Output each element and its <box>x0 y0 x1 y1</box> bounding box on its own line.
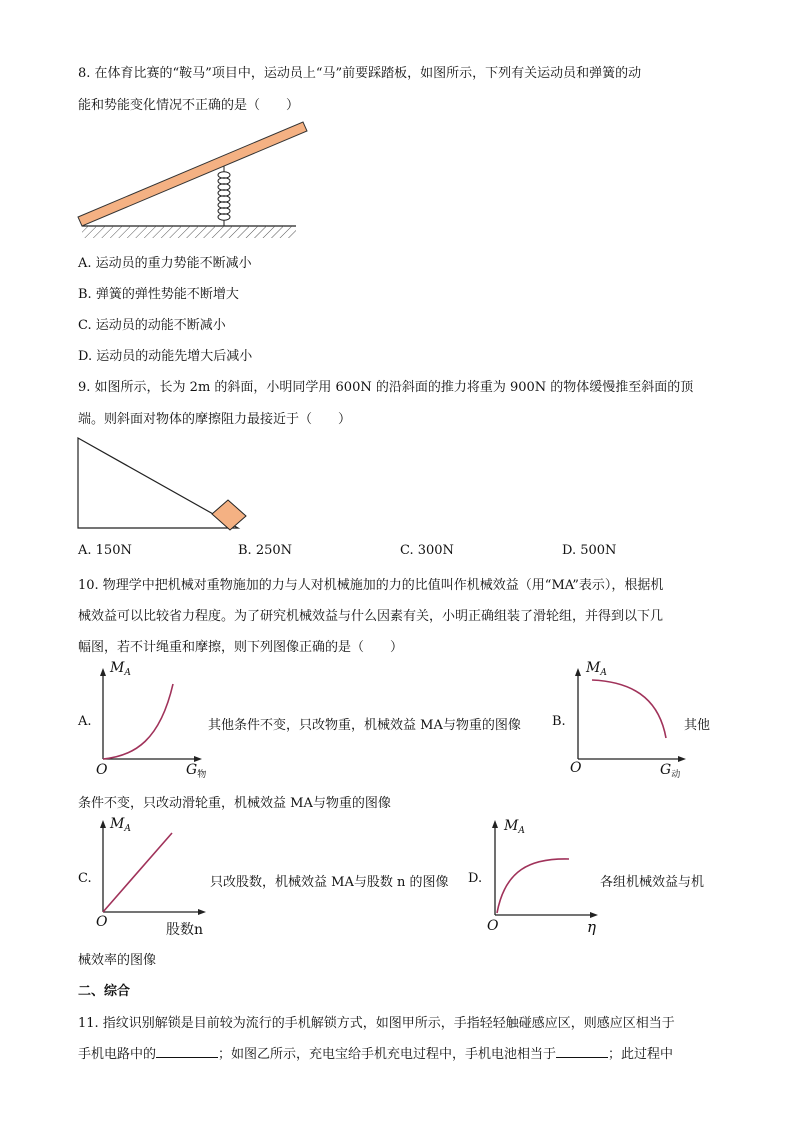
q10-option-c-text: 只改股数，机械效益 MA与股数 n 的图像 <box>210 875 449 890</box>
graph-c-origin: O <box>96 914 108 930</box>
q8-line2: 能和势能变化情况不正确的是（ ） <box>78 98 300 113</box>
q11-blank-1[interactable] <box>156 1045 218 1058</box>
q11-text-c: ；此过程中 <box>608 1047 674 1062</box>
q9-option-b: B. 250N <box>238 543 293 558</box>
q11-line2 <box>78 1043 673 1062</box>
q10-option-a-text: 其他条件不变，只改物重，机械效益 MA与物重的图像 <box>208 718 521 733</box>
graph-a-xlabel: $G_物$ <box>186 762 207 780</box>
q11-line1: 11. 指纹识别解锁是目前较为流行的手机解锁方式，如图甲所示，手指轻轻触碰感应区，则感应区相当于 <box>78 1016 675 1031</box>
q9-line2: 端。则斜面对物体的摩擦阻力最接近于（ ） <box>78 412 352 427</box>
q10-line2: 械效益可以比较省力程度。为了研究机械效益与什么因素有关，小明正确组装了滑轮组，并得到以下几 <box>78 609 664 624</box>
graph-a-ylabel: $M_A$ <box>110 660 131 678</box>
graph-d-xlabel: η <box>587 918 596 936</box>
graph-b-ylabel: $M_A$ <box>586 660 607 678</box>
q10-option-b-text-b: 条件不变，只改动滑轮重，机械效益 MA与物重的图像 <box>78 796 391 811</box>
q10-option-b-text-a: 其他 <box>684 718 711 733</box>
q8-option-d: D. 运动员的动能先增大后减小 <box>78 349 253 364</box>
q8-option-b: B. 弹簧的弹性势能不断增大 <box>78 287 239 302</box>
graph-d-ylabel: $M_A$ <box>504 818 525 836</box>
q10-option-d-label: D. <box>468 871 483 886</box>
graph-b-origin: O <box>570 760 582 776</box>
q11-text-b: ；如图乙所示，充电宝给手机充电过程中，手机电池相当于 <box>218 1047 557 1062</box>
section-title: 二、综合 <box>78 984 131 999</box>
graph-b-xlabel: $G_动$ <box>660 762 681 780</box>
q8-option-c: C. 运动员的动能不断减小 <box>78 318 226 333</box>
q10-option-a-label: A. <box>78 714 92 729</box>
q10-option-b-label: B. <box>552 714 566 729</box>
q9-option-a: A. 150N <box>78 543 132 558</box>
graph-d-origin: O <box>487 918 499 934</box>
graph-c-xlabel: 股数n <box>166 922 204 938</box>
q10-option-d-text-a: 各组机械效益与机 <box>600 875 705 890</box>
q10-option-d-text-b: 械效率的图像 <box>78 953 157 968</box>
q8-option-a: A. 运动员的重力势能不断减小 <box>78 256 252 271</box>
q10-line1: 10. 物理学中把机械对重物施加的力与人对机械施加的力的比值叫作机械效益（用“MA”表示），根据机 <box>78 578 664 593</box>
graph-c-ylabel: $M_A$ <box>110 816 131 834</box>
q10-option-c-label: C. <box>78 871 92 886</box>
q10-line3: 幅图，若不计绳重和摩擦，则下列图像正确的是（ ） <box>78 640 404 655</box>
q11-text-a: 手机电路中的 <box>78 1047 157 1062</box>
q8-line1: 8. 在体育比赛的“鞍马”项目中，运动员上“马”前要踩踏板，如图所示，下列有关运动员和弹簧的动 <box>78 66 642 81</box>
graph-d-curve <box>497 859 569 913</box>
q11-blank-2[interactable] <box>556 1045 608 1058</box>
q9-option-d: D. 500N <box>562 543 617 558</box>
graph-a-origin: O <box>96 762 108 778</box>
q9-line1: 9. 如图所示，长为 2m 的斜面，小明同学用 600N 的沿斜面的推力将重为 900N 的物体缓慢推至斜面的顶 <box>78 380 694 395</box>
q9-option-c: C. 300N <box>400 543 454 558</box>
